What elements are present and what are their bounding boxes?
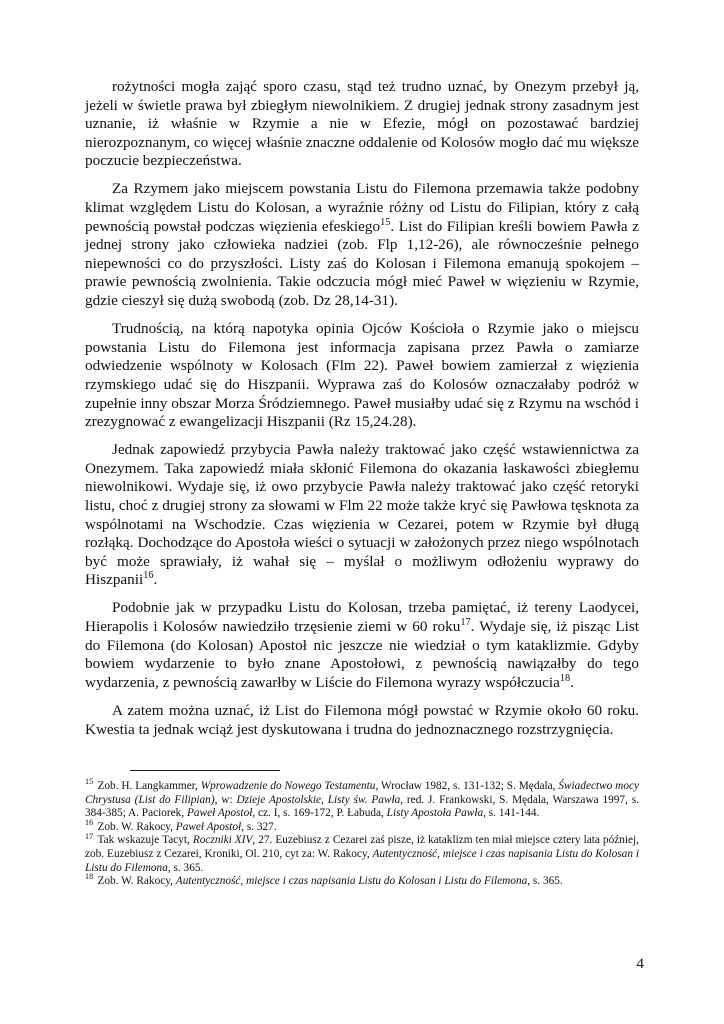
footnote-number-16: 16 bbox=[85, 818, 94, 828]
body-paragraph: A zatem można uznać, iż List do Filemona mógł powstać w Rzymie około 60 roku. Kwestia ta jednak wciąż jest dyskutowana i trudna do jednoznacznego rozstrzygnięcia. bbox=[85, 701, 639, 738]
body-paragraph: Trudnością, na którą napotyka opinia Ojców Kościoła o Rzymie jako o miejscu powstania Listu do Filemona jest informacja zapisana przez Pawła o zamiarze odwiedzenie wspólnoty w Kolosach (Flm 22). Paweł bowiem zamierzał z więzienia rzymskiego udać się do Hiszpanii. Wyprawa zaś do Kolosów oznaczałaby podróż w zupełnie inny obszar Morza Śródziemnego. Paweł musiałby udać się z Rzymu na wschód i zrezygnować z ewangelizacji Hiszpanii (Rz 15,24.28). bbox=[85, 320, 639, 431]
footnote-list bbox=[85, 777, 640, 889]
italic-title: Wprowadzenie do Nowego Testamentu bbox=[200, 780, 376, 792]
footnote-17: $^{17}$ Tak wskazuje Tacyt, Roczniki XIV, 27. Euzebiusz z Cezarei zaś pisze, iż kataklizm ten miał miejsce cztery lata później, zob. Euzebiusz z Cezarei, Kroniki, Ol. 210, cyt za: W. Rakocy, Autentyczność, miejsce i czas napisania Listu do Kolosan i Listu do Filemona, s. 365. bbox=[85, 831, 640, 874]
footnote-reference-16[interactable]: 16 bbox=[143, 570, 154, 582]
italic-title: Autentyczność, miejsce i czas napisania Listu do Kolosan i Listu do Filemona bbox=[175, 875, 528, 888]
italic-title: Paweł Apostoł bbox=[186, 807, 253, 820]
footnote-area bbox=[85, 770, 639, 889]
footnote-number-18: 18 bbox=[85, 872, 94, 882]
body-paragraph: Za Rzymem jako miejscem powstania Listu do Filemona przemawia także podobny klimat względem Listu do Kolosan, a wyraźnie różny od Listu do Filipian, który z całą pewnością powstał podczas więzienia efeskiego$^{15}$. List do Filipian kreśli bowiem Pawła z jednej strony jako człowieka nadziei (zob. Flp 1,12-26), ale równocześnie pełnego niepewności co do przyszłości. Listy zaś do Kolosan i Filemona emanują spokojem – prawie pewnością zwolnienia. Takie odczucia mógł mieć Paweł w więzieniu w Rzymie, gdzie cieszył się dużą swobodą (zob. Dz 28,14-31). bbox=[85, 180, 639, 310]
body-text-column bbox=[85, 78, 639, 739]
footnote-number-15: 15 bbox=[85, 777, 94, 787]
italic-title: Listy Apostoła Pawła bbox=[386, 807, 484, 820]
footnote-separator-rule bbox=[130, 770, 280, 771]
footnote-number-17: 17 bbox=[85, 831, 94, 841]
italic-title: Dzieje Apostolskie, Listy św. Pawła bbox=[236, 793, 401, 806]
page-number: 4 bbox=[636, 955, 644, 972]
body-paragraph: Jednak zapowiedź przybycia Pawła należy traktować jako część wstawiennictwa za Onezymem. Taka zapowiedź miała skłonić Filemona do okazania łaskawości zbiegłemu niewolnikowi. Wydaje się, iż owo przybycie Pawła należy traktować jako część retoryki listu, choć z drugiej strony za słowami w Flm 22 może także kryć się Pawłowa tęsknota za wspólnotami na Wschodzie. Czas więzienia w Cezarei, potem w Rzymie był długą rozłąką. Dochodzące do Apostoła wieści o sytuacji w założonych przez niego wspólnotach być może sprawiały, iż wahał się – myślał o możliwym odłożeniu wyprawy do Hiszpanii$^{16}$. bbox=[85, 441, 639, 589]
footnote-16: $^{16}$ Zob. W. Rakocy, Paweł Apostoł, s. 327. bbox=[85, 818, 277, 833]
body-paragraph: Podobnie jak w przypadku Listu do Kolosan, trzeba pamiętać, iż tereny Laodycei, Hierapolis i Kolosów nawiedziło trzęsienie ziemi w 60 roku$^{17}$. Wydaje się, iż pisząc List do Filemona (do Kolosan) Apostoł nic jeszcze nie wiedział o tym kataklizmie. Gdyby bowiem wydarzenie to było znane Apostołowi, z pewnością nawiązałby do tego wydarzenia, z pewnością zawarłby w Liście do Filemona wyrazy współczucia$^{18}$. bbox=[85, 599, 639, 691]
italic-title: Paweł Apostoł bbox=[175, 820, 242, 833]
footnote-reference-15[interactable]: 15 bbox=[380, 216, 391, 228]
italic-title: Świadectwo mocy Chrystusa (List do Filipian) bbox=[85, 780, 640, 806]
italic-title: Autentyczność, miejsce i czas napisania Listu do Kolosan i Listu do Filemona bbox=[85, 847, 640, 874]
footnote-15: $^{15}$ Zob. H. Langkammer, Wprowadzenie do Nowego Testamentu, Wrocław 1982, s. 131-132; S. Mędala, Świadectwo mocy Chrystusa (List do Filipian), w: Dzieje Apostolskie, Listy św. Pawła, red. J. Frankowski, S. Mędala, Warszawa 1997, s. 384-385; A. Paciorek, Paweł Apostoł, cz. I, s. 169-172, P. Łabuda, Listy Apostoła Pawła, s. 141-144. bbox=[85, 777, 640, 820]
footnote-18: $^{18}$ Zob. W. Rakocy, Autentyczność, miejsce i czas napisania Listu do Kolosan i Listu do Filemona, s. 365. bbox=[85, 872, 563, 888]
italic-title: Roczniki XIV bbox=[192, 834, 253, 847]
footnote-reference-18[interactable]: 18 bbox=[559, 672, 571, 684]
body-paragraph: rożytności mogła zająć sporo czasu, stąd też trudno uznać, by Onezym przebył ją, jeżeli w świetle prawa był zbiegłym niewolnikiem. Z drugiej jednak strony zasadnym jest uznanie, iż właśnie w Rzymie a nie w Efezie, mógł on pozostawać bardziej nierozpoznanym, co więcej właśnie znaczne oddalenie od Kolosów mogło dać mu większe poczucie bezpieczeństwa. bbox=[85, 78, 639, 170]
footnote-reference-17[interactable]: 17 bbox=[460, 616, 471, 628]
